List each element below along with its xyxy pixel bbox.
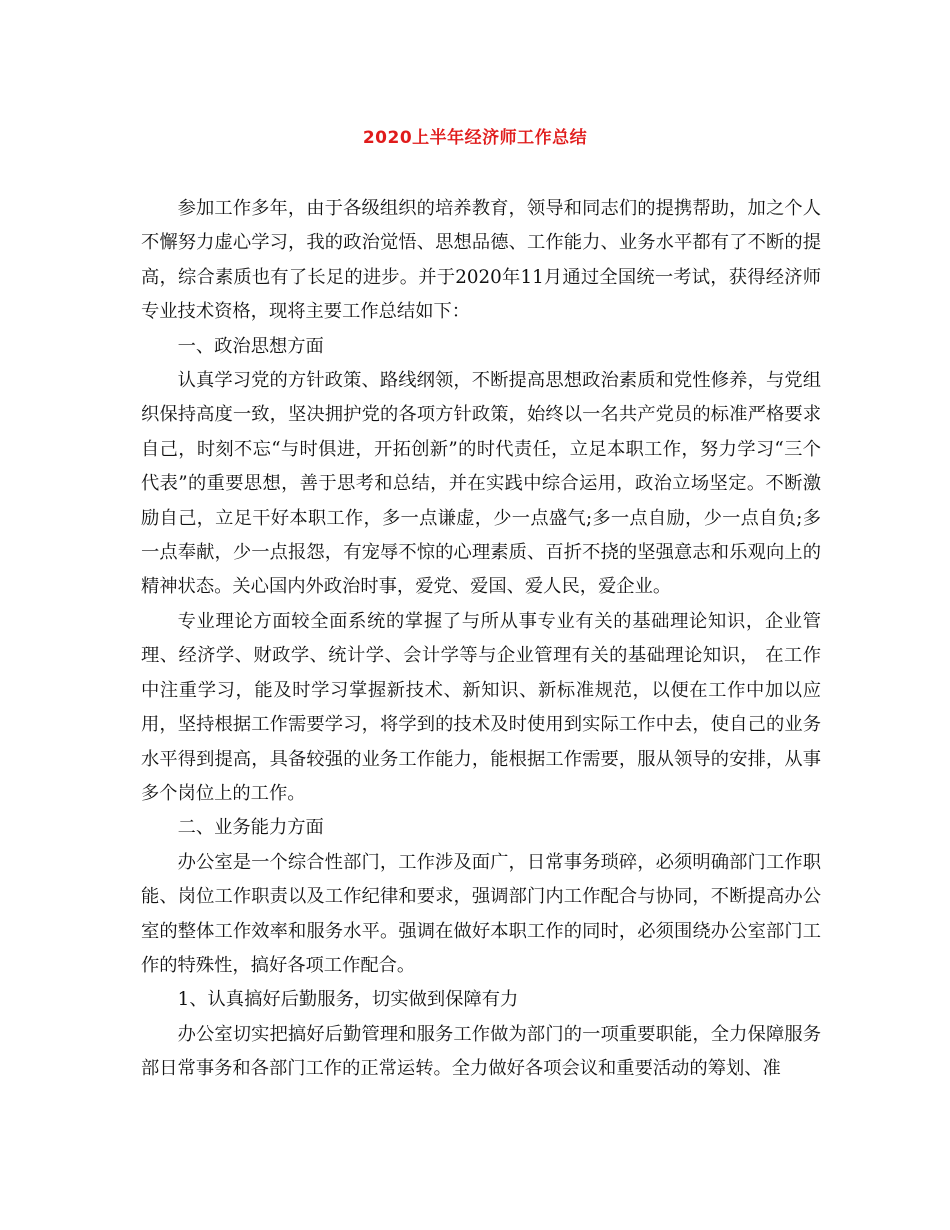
subsection-heading-logistics: 1、认真搞好后勤服务，切实做到保障有力: [177, 989, 519, 1011]
section-heading-business: 二、业务能力方面: [177, 817, 324, 839]
paragraph-political: 认真学习党的方针政策、路线纲领，不断提高思想政治素质和党性修养，与党组织保持高度一致，坚决拥护党的各项方针政策，始终以一名共产党员的标准严格要求自己，时刻不忘“与时俱进，开拓创新”的时代责任，立足本职工作，努力学习“三个代表”的重要思想，善于思考和总结，并在实践中综合运用，政治立场坚定。不断激励自己，立足干好本职工作，多一点谦虚，少一点盛气;多一点自励，少一点自负;多一点奉献，少一点报怨，有宠辱不惊的心理素质、百折不挠的坚强意志和乐观向上的精神状态。关心国内外政治时事，爱党、爱国、爱人民，爱企业。: [141, 370, 821, 598]
paragraph-office: 办公室是一个综合性部门，工作涉及面广，日常事务琐碎，必须明确部门工作职能、岗位工作职责以及工作纪律和要求，强调部门内工作配合与协同，不断提高办公室的整体工作效率和服务水平。强调在做好本职工作的同时，必须围绕办公室部门工作的特殊性，搞好各项工作配合。: [141, 851, 821, 976]
paragraph-intro: 参加工作多年，由于各级组织的培养教育，领导和同志们的提携帮助，加之个人不懈努力虚心学习，我的政治觉悟、思想品德、工作能力、业务水平都有了不断的提高，综合素质也有了长足的进步。并于2020年11月通过全国统一考试，获得经济师专业技术资格，现将主要工作总结如下：: [141, 198, 821, 323]
paragraph-professional-theory: 专业理论方面较全面系统的掌握了与所从事专业有关的基础理论知识，企业管理、经济学、财政学、统计学、会计学等与企业管理有关的基础理论知识， 在工作中注重学习，能及时学习掌握新技术、新知识、新标准规范，以便在工作中加以应用，坚持根据工作需要学习，将学到的技术及时使用到实际工作中去，使自己的业务水平得到提高，具备较强的业务工作能力，能根据工作需要，服从领导的安排，从事多个岗位上的工作。: [141, 610, 821, 804]
document-body: [141, 192, 821, 1087]
section-heading-political: 一、政治思想方面: [177, 335, 324, 357]
paragraph-logistics: 办公室切实把搞好后勤管理和服务工作做为部门的一项重要职能，全力保障服务部日常事务和各部门工作的正常运转。全力做好各项会议和重要活动的筹划、准: [141, 1023, 821, 1080]
document-title: 2020上半年经济师工作总结: [362, 128, 588, 148]
